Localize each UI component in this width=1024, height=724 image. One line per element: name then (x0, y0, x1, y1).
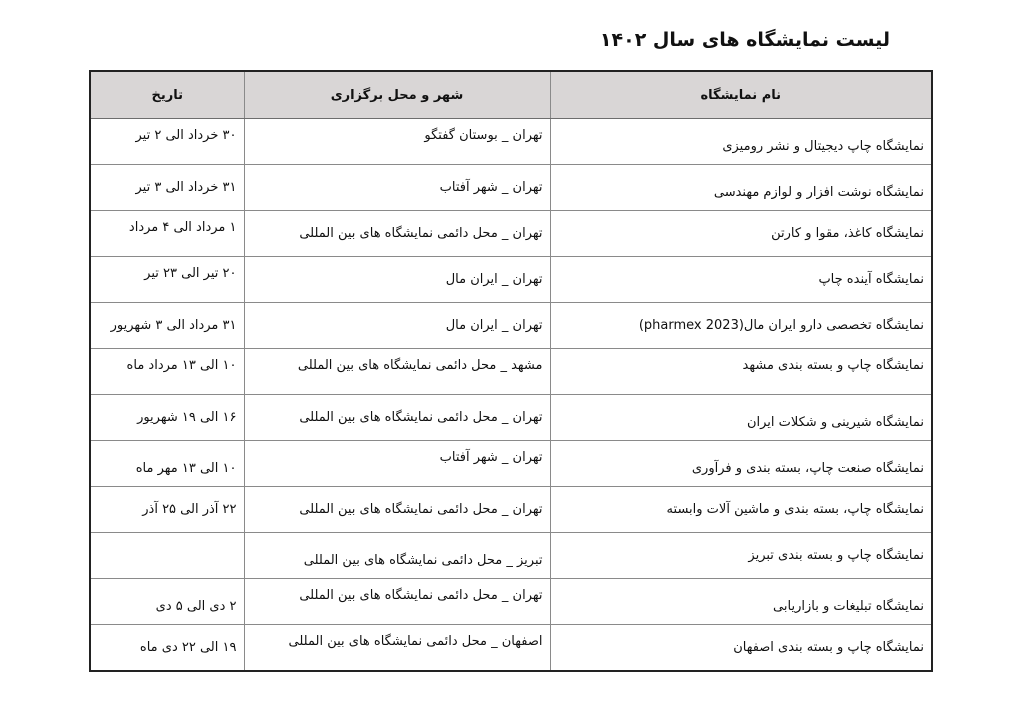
exhibition-name-cell: نمایشگاه چاپ و بسته بندی اصفهان (550, 625, 932, 672)
city-venue-cell: تبریز _ محل دائمی نمایشگاه های بین المللی (244, 533, 550, 579)
exhibitions-table (89, 70, 933, 672)
city-venue-cell: تهران _ محل دائمی نمایشگاه های بین المللی (244, 579, 550, 625)
city-venue-cell: مشهد _ محل دائمی نمایشگاه های بین المللی (244, 349, 550, 395)
city-venue-cell: تهران _ محل دائمی نمایشگاه های بین المللی (244, 211, 550, 257)
date-cell: ۱ مرداد الی ۴ مرداد (90, 211, 244, 257)
date-cell: ۲۲ آذر الی ۲۵ آذر (90, 487, 244, 533)
city-venue-cell: تهران _ شهر آفتاب (244, 441, 550, 487)
table-row (90, 395, 932, 441)
table-row (90, 119, 932, 165)
exhibition-name-cell: نمایشگاه تبلیغات و بازاریابی (550, 579, 932, 625)
exhibition-name-cell: نمایشگاه صنعت چاپ، بسته بندی و فرآوری (550, 441, 932, 487)
exhibition-name-cell: نمایشگاه شیرینی و شکلات ایران (550, 395, 932, 441)
city-venue-cell: تهران _ ایران مال (244, 257, 550, 303)
date-cell: ۱۶ الی ۱۹ شهریور (90, 395, 244, 441)
exhibition-name-cell: نمایشگاه چاپ و بسته بندی مشهد (550, 349, 932, 395)
page-title: لیست نمایشگاه های سال ۱۴۰۲ (599, 29, 890, 51)
table-row (90, 349, 932, 395)
date-cell: ۳۱ خرداد الی ۳ تیر (90, 165, 244, 211)
date-cell (90, 533, 244, 579)
city-venue-cell: اصفهان _ محل دائمی نمایشگاه های بین المللی (244, 625, 550, 672)
table-row (90, 211, 932, 257)
table-row (90, 625, 932, 672)
table-row (90, 441, 932, 487)
city-venue-cell: تهران _ محل دائمی نمایشگاه های بین المللی (244, 395, 550, 441)
exhibition-name-cell: نمایشگاه چاپ، بسته بندی و ماشین آلات وابسته (550, 487, 932, 533)
exhibition-name-cell: نمایشگاه تخصصی دارو ایران مال(2023 pharmex) (550, 303, 932, 349)
exhibition-name-cell: نمایشگاه کاغذ، مقوا و کارتن (550, 211, 932, 257)
exhibition-name-cell: نمایشگاه چاپ و بسته بندی تبریز (550, 533, 932, 579)
table-row (90, 579, 932, 625)
table-row (90, 533, 932, 579)
date-cell: ۲ دی الی ۵ دی (90, 579, 244, 625)
city-venue-cell: تهران _ محل دائمی نمایشگاه های بین المللی (244, 487, 550, 533)
table-row (90, 487, 932, 533)
date-cell: ۱۹ الی ۲۲ دی ماه (90, 625, 244, 672)
date-cell: ۳۰ خرداد الی ۲ تیر (90, 119, 244, 165)
header-date: تاریخ (90, 71, 244, 119)
city-venue-cell: تهران _ ایران مال (244, 303, 550, 349)
table-row (90, 257, 932, 303)
table-row (90, 165, 932, 211)
city-venue-cell: تهران _ شهر آفتاب (244, 165, 550, 211)
header-city-venue: شهر و محل برگزاری (244, 71, 550, 119)
date-cell: ۲۰ تیر الی ۲۳ تیر (90, 257, 244, 303)
city-venue-cell: تهران _ بوستان گفتگو (244, 119, 550, 165)
exhibition-name-cell: نمایشگاه نوشت افزار و لوازم مهندسی (550, 165, 932, 211)
table-header-row (90, 71, 932, 119)
date-cell: ۱۰ الی ۱۳ مهر ماه (90, 441, 244, 487)
exhibition-name-cell: نمایشگاه چاپ دیجیتال و نشر رومیزی (550, 119, 932, 165)
date-cell: ۱۰ الی ۱۳ مرداد ماه (90, 349, 244, 395)
table-row (90, 303, 932, 349)
exhibition-name-cell: نمایشگاه آینده چاپ (550, 257, 932, 303)
header-exhibition-name: نام نمایشگاه (550, 71, 932, 119)
date-cell: ۳۱ مرداد الی ۳ شهریور (90, 303, 244, 349)
